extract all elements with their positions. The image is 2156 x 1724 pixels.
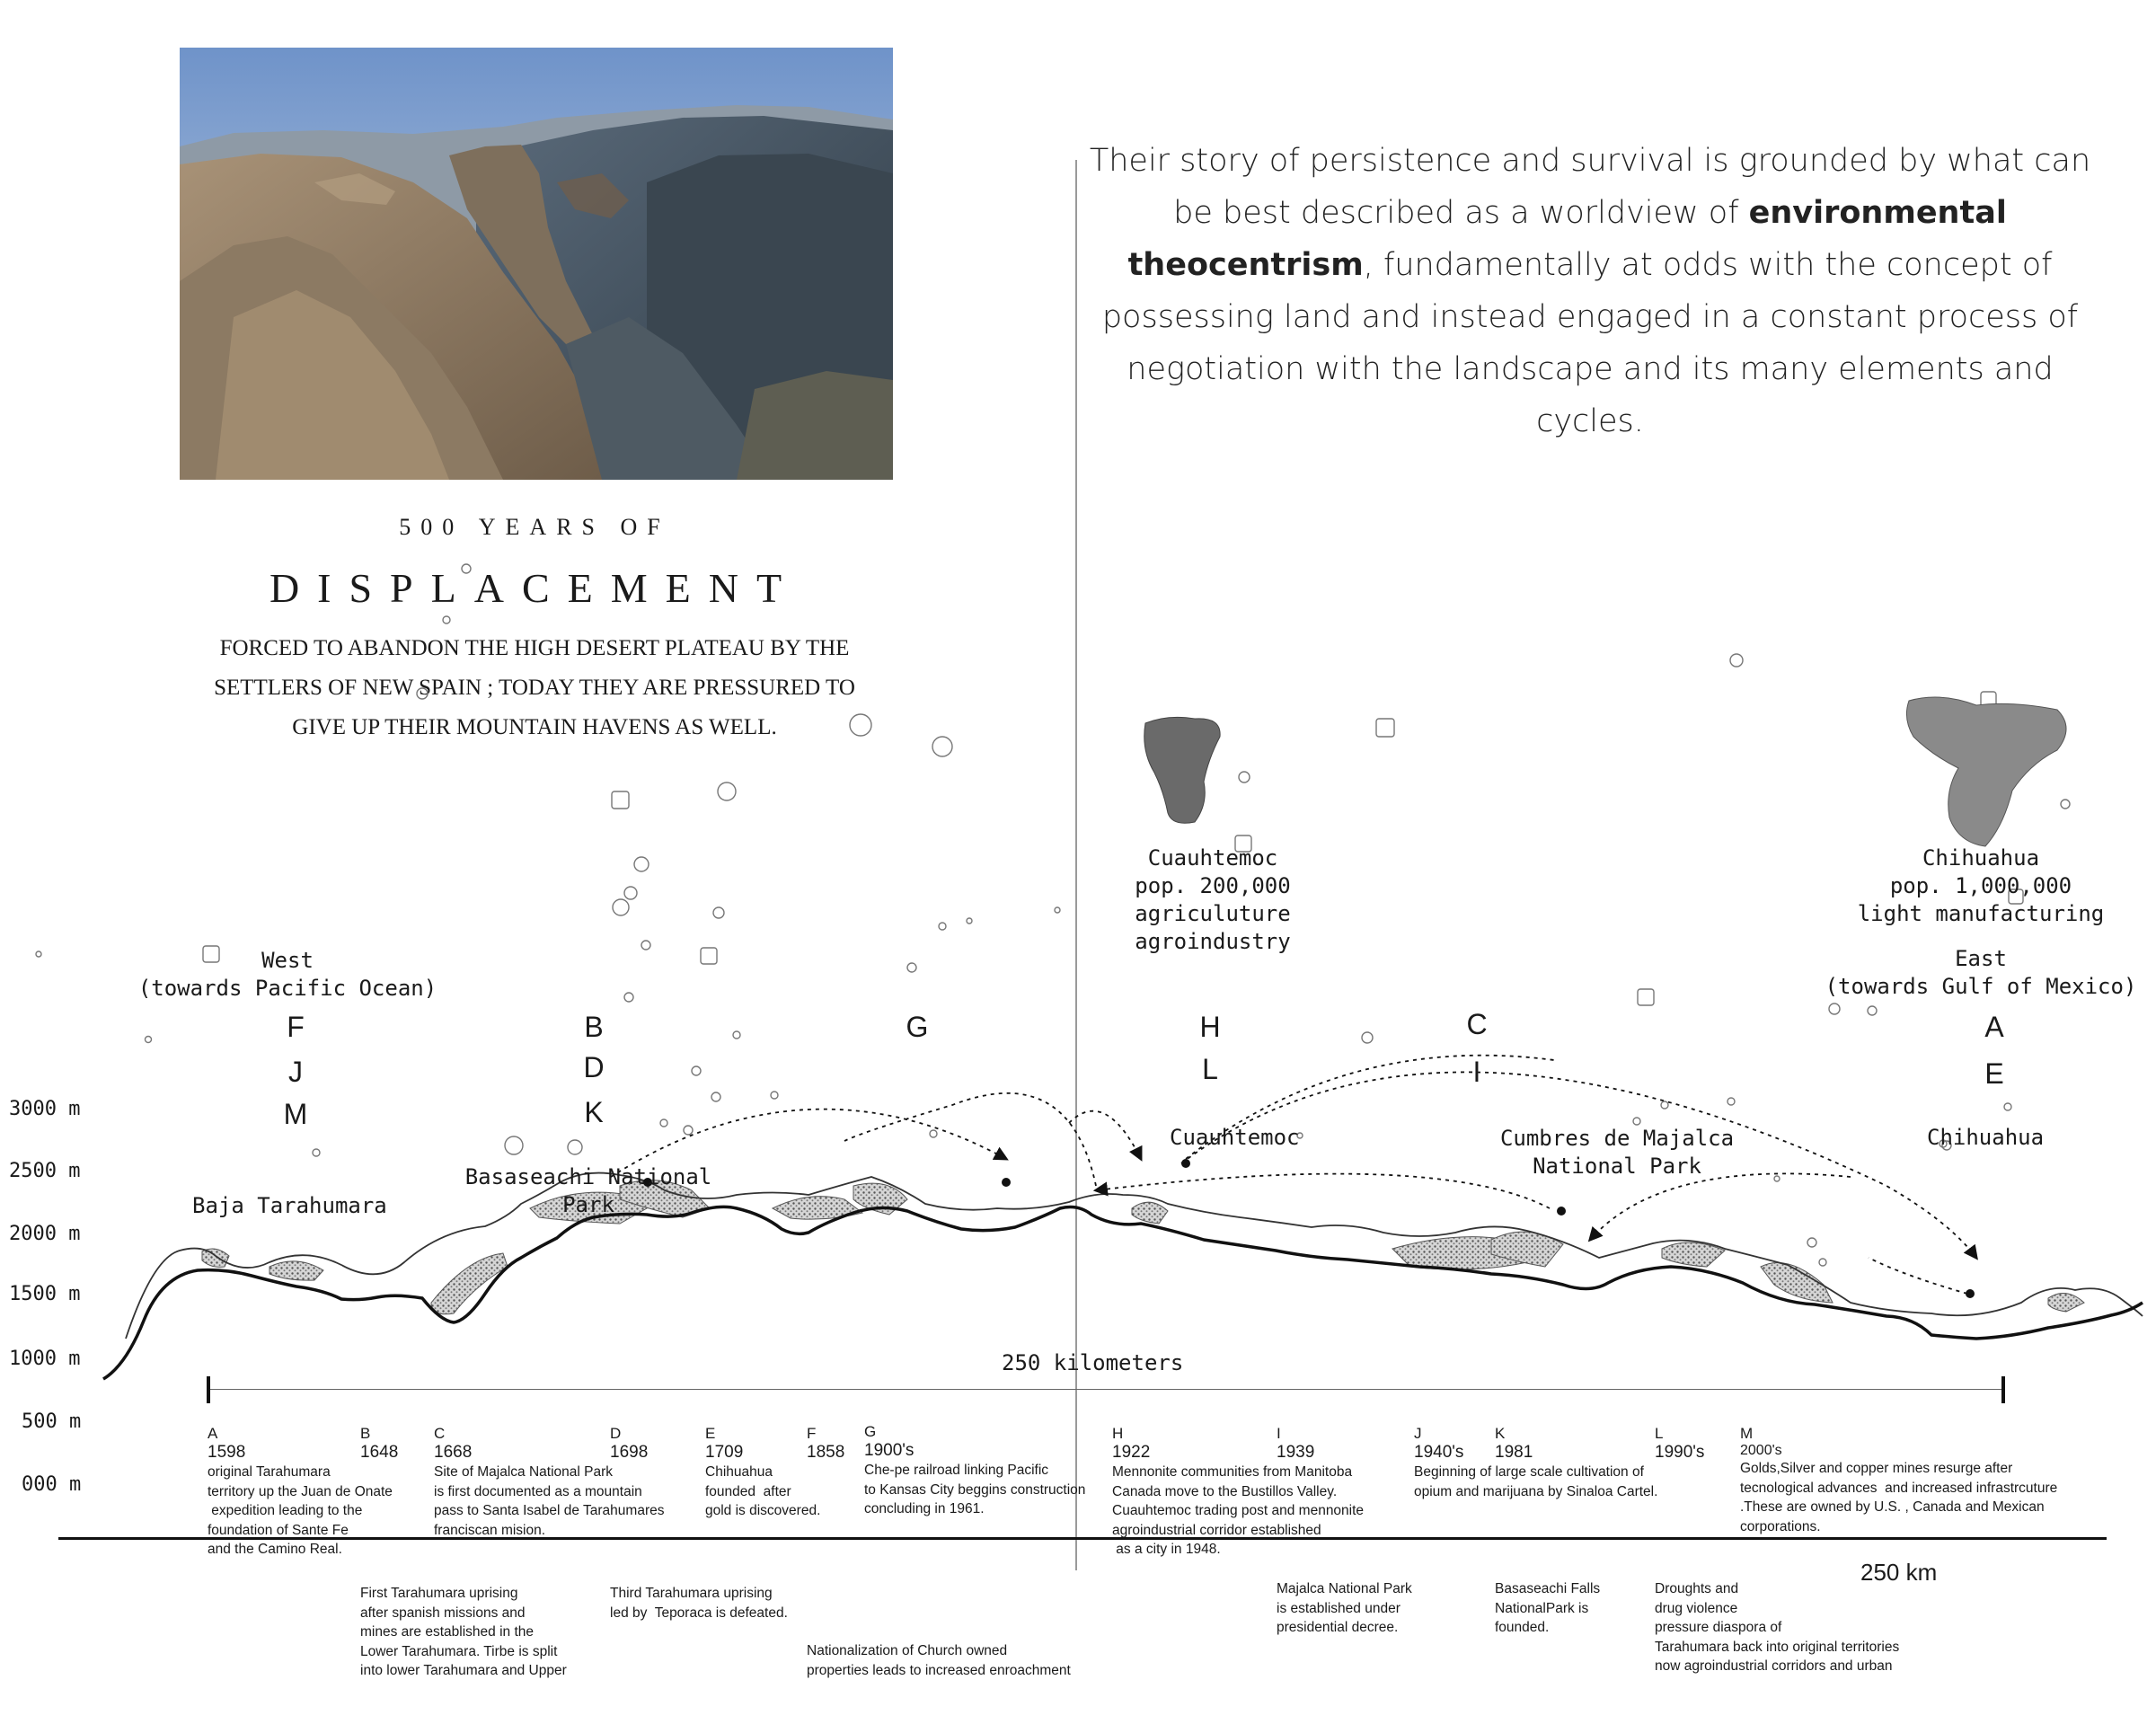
timeline-letter: E	[705, 1425, 716, 1442]
timeline-letter: A	[208, 1425, 218, 1442]
direction-subtitle: (towards Pacific Ocean)	[137, 976, 437, 1001]
scale-tick-start	[207, 1376, 210, 1403]
timeline-lower-desc: Third Tarahumara uprising led by Teporaca is defeated.	[610, 1586, 788, 1621]
timeline-year: 1922	[1112, 1443, 1151, 1462]
timeline-entry	[1655, 1425, 1704, 1463]
direction-title: West	[261, 948, 314, 973]
timeline-lower-desc: Majalca National Park is established under presidential decree.	[1277, 1581, 1412, 1635]
timeline-letter: I	[1277, 1425, 1281, 1442]
city-economy: agroindustry	[1135, 929, 1291, 954]
timeline-year: 1668	[434, 1443, 473, 1462]
timeline-desc: original Tarahumara territory up the Juan de Onate expedition leading to the foundation of Sante Fe and the Camino Real.	[208, 1464, 393, 1557]
event-letter: H	[1199, 1011, 1221, 1043]
city-name: Chihuahua	[1922, 845, 2040, 871]
city-economy: agriculuture	[1135, 901, 1291, 926]
chihuahua-city-label	[1833, 844, 2129, 928]
timeline-letter: H	[1112, 1425, 1124, 1442]
poster-headline: DISPLACEMENT	[269, 565, 800, 611]
place-cuauhtemoc: Cuauhtemoc	[1170, 1125, 1300, 1150]
timeline-desc: Site of Majalca National Park is first documented as a mountain pass to Santa Isabel de Tarahumares franciscan mision.	[434, 1464, 665, 1538]
timeline-desc: Mennonite communities from Manitoba Canada move to the Bustillos Valley. Cuauhtemoc trading post and mennonite agroindustrial corridor established as a city in 1948.	[1112, 1464, 1365, 1557]
timeline-letter: D	[610, 1425, 622, 1442]
city-name: Cuauhtemoc	[1147, 845, 1278, 871]
timeline-entry	[1277, 1425, 1314, 1463]
timeline-letter: J	[1414, 1425, 1422, 1442]
elevation-tick: 1000 m	[9, 1348, 81, 1370]
timeline-year: 1709	[705, 1443, 744, 1462]
timeline-entry	[807, 1425, 844, 1463]
city-economy: light manufacturing	[1857, 901, 2105, 926]
timeline-year: 1598	[208, 1443, 246, 1462]
scale-bar	[208, 1389, 2003, 1390]
east-direction-label	[1815, 945, 2147, 1001]
subhead-line: SETTLERS OF NEW SPAIN ; TODAY THEY ARE PRESSURED TO	[214, 676, 855, 700]
timeline-letter: B	[360, 1425, 371, 1442]
place-line: Basaseachi National	[464, 1164, 712, 1189]
event-letter: F	[287, 1011, 305, 1043]
timeline-year: 1698	[610, 1443, 649, 1462]
cuauhtemoc-map-icon	[1144, 717, 1220, 823]
timeline-entry	[610, 1425, 648, 1463]
timeline-entry	[1495, 1425, 1533, 1463]
place-line: National Park	[1533, 1154, 1701, 1179]
timeline-year: 1648	[360, 1443, 399, 1462]
timeline-lower-desc: Droughts and drug violence pressure diaspora of Tarahumara back into original territories now agroindustrial corridors and urban	[1655, 1581, 1900, 1674]
scale-tick-end	[2001, 1376, 2005, 1403]
event-letter: C	[1466, 1008, 1488, 1040]
timeline-letter: K	[1495, 1425, 1506, 1442]
poster-kicker: 500 YEARS OF	[399, 514, 670, 540]
event-letter: D	[583, 1051, 605, 1083]
timeline-desc: Chihuahua founded after gold is discovered.	[705, 1464, 821, 1518]
timeline-entry	[1414, 1425, 1657, 1501]
timeline-lower-desc: First Tarahumara uprising after spanish missions and mines are established in the Lower Tarahumara. Tirbe is split into lower Tarahumara and Upper	[360, 1586, 567, 1678]
city-population: pop. 200,000	[1135, 873, 1291, 898]
event-letter: G	[906, 1011, 929, 1043]
terrain-upper-line	[126, 1173, 2143, 1339]
event-letter: J	[288, 1056, 303, 1088]
timeline-lower-desc: Basaseachi Falls NationalPark is founded.	[1495, 1581, 1601, 1635]
timeline-desc: Beginning of large scale cultivation of opium and marijuana by Sinaloa Cartel.	[1414, 1464, 1658, 1499]
place-line: Park	[562, 1192, 614, 1217]
place-chihuahua: Chihuahua	[1927, 1125, 2045, 1150]
quote-emphasis: environmental theocentrism	[1127, 195, 2007, 283]
elevation-tick: 2000 m	[9, 1223, 81, 1245]
chihuahua-map-icon	[1906, 697, 2066, 846]
quote-text-after: , fundamentally at odds with the concept of possessing land and instead engaged in a constant process of negotiation with the landscape and its many elements and cycles.	[1101, 247, 2079, 439]
timeline-year: 1900's	[864, 1441, 915, 1460]
timeline-letter: M	[1740, 1425, 1754, 1442]
timeline-lower-desc: Nationalization of Church owned properties leads to increased enroachment	[807, 1643, 1071, 1678]
quote-text-before: Their story of persistence and survival is grounded by what can be best described as a worldview of	[1089, 143, 2091, 231]
timeline-entry	[705, 1425, 820, 1521]
elevation-tick: 2500 m	[9, 1160, 81, 1182]
timeline-year: 1940's	[1414, 1443, 1464, 1462]
event-letter: B	[584, 1011, 604, 1043]
timeline-year: 1939	[1277, 1443, 1315, 1462]
timeline-year: 2000's	[1740, 1443, 1782, 1458]
place-majalca	[1491, 1125, 1743, 1180]
timeline-desc: Golds,Silver and copper mines resurge after tecnological advances and increased infrastrcuture .These are owned by U.S. , Canada and Mexican corporations.	[1740, 1461, 2058, 1534]
west-direction-label	[126, 947, 449, 1003]
scale-label: 250 kilometers	[1002, 1350, 1184, 1375]
timeline-letter: G	[864, 1423, 877, 1440]
place-basaseachi	[458, 1163, 719, 1219]
place-line: Cumbres de Majalca	[1499, 1126, 1735, 1151]
elevation-tick: 000 m	[22, 1473, 82, 1496]
timeline-year: 1981	[1495, 1443, 1533, 1462]
timeline-entry	[360, 1425, 398, 1463]
event-letter: L	[1202, 1053, 1218, 1085]
timeline-entry	[1740, 1425, 2057, 1536]
event-letter: K	[584, 1096, 604, 1128]
timeline-letter: C	[434, 1425, 446, 1442]
decorative-bubbles	[36, 564, 2070, 1266]
timeline-year: 1858	[807, 1443, 845, 1462]
event-letter: M	[283, 1098, 308, 1130]
elevation-tick: 500 m	[22, 1410, 82, 1433]
migration-arrows	[611, 1056, 1976, 1294]
subhead-line: FORCED TO ABANDON THE HIGH DESERT PLATEAU BY THE	[219, 636, 850, 660]
elevation-tick: 1500 m	[9, 1283, 81, 1305]
scale-total: 250 km	[1860, 1559, 1938, 1586]
event-letter: A	[1984, 1011, 2004, 1043]
event-letter: E	[1984, 1057, 2004, 1090]
timeline-baseline	[58, 1537, 2107, 1540]
cuauhtemoc-city-label	[1105, 844, 1321, 956]
subhead-line: GIVE UP THEIR MOUNTAIN HAVENS AS WELL.	[292, 715, 777, 739]
timeline-year: 1990's	[1655, 1443, 1705, 1462]
event-letter: I	[1472, 1056, 1481, 1088]
timeline-desc: Che-pe railroad linking Pacific to Kansas City beggins construction concluding in 1961.	[864, 1463, 1086, 1516]
timeline-letter: F	[807, 1425, 817, 1442]
timeline-entry	[864, 1423, 1085, 1519]
timeline-letter: L	[1655, 1425, 1664, 1442]
city-population: pop. 1,000,000	[1889, 873, 2072, 898]
elevation-tick: 3000 m	[9, 1098, 81, 1120]
direction-subtitle: (towards Gulf of Mexico)	[1825, 974, 2137, 999]
place-baja-tarahumara: Baja Tarahumara	[192, 1193, 387, 1218]
direction-title: East	[1955, 946, 2007, 971]
